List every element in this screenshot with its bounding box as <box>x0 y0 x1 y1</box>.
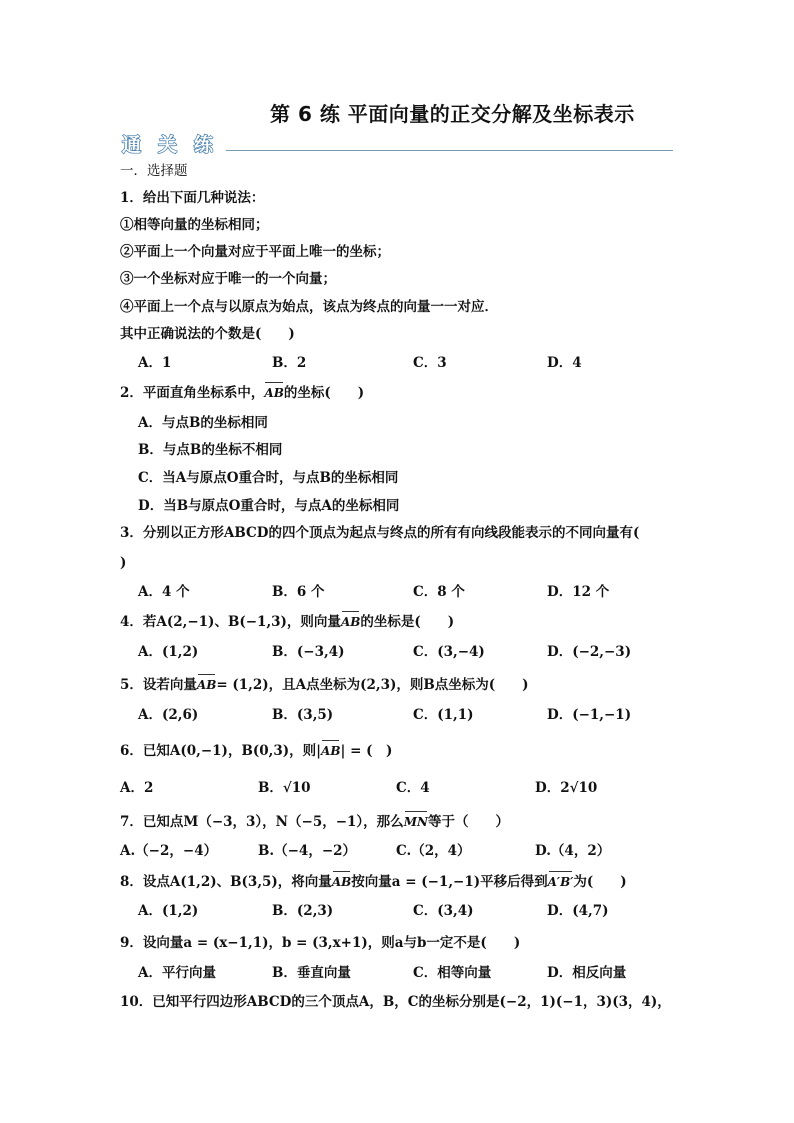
badge-logo <box>120 128 232 158</box>
q2-opt-b: B．与点B的坐标不相同 <box>138 442 283 458</box>
q7-opt-d: D.（4，2） <box>535 843 611 859</box>
q7-opt-b: B.（−4，−2） <box>258 843 357 859</box>
q6-opt-c: C．4 <box>396 780 430 796</box>
q2-opt-d: D．当B与原点O重合时，与点A的坐标相同 <box>138 498 400 514</box>
q7-stem: 7．已知点M（−3，3），N（−5，−1），那么MN等于（ ） <box>120 814 509 830</box>
q5-opt-c: C．(1,1) <box>413 707 474 723</box>
q3-opt-c: C．8 个 <box>413 584 465 600</box>
q1-s1: ①相等向量的坐标相同； <box>120 217 269 233</box>
q1-s4: ④平面上一个点与以原点为始点，该点为终点的向量一一对应． <box>120 299 498 315</box>
q3-opt-a: A．4 个 <box>138 584 190 600</box>
vector-a-prime-b-prime: A′B′ <box>547 875 574 889</box>
vector-ab: AB <box>321 744 341 758</box>
q9-opt-c: C．相等向量 <box>413 965 492 981</box>
q1-ask: 其中正确说法的个数是( ) <box>120 326 295 342</box>
vector-mn: MN <box>403 815 428 829</box>
section-heading: 一．选择题 <box>120 163 188 179</box>
badge-char-2: 关 <box>158 134 178 156</box>
q3-opt-b: B．6 个 <box>272 584 325 600</box>
q3-opt-d: D．12 个 <box>547 584 610 600</box>
q1-opt-d: D．4 <box>547 355 582 371</box>
vector-ab: AB <box>264 386 284 400</box>
page-title: 第 6 练 平面向量的正交分解及坐标表示 <box>270 102 635 126</box>
vector-ab: AB <box>196 678 217 692</box>
q4-stem: 4．若A(2,−1)、B(−1,3)，则向量AB的坐标是( ) <box>120 614 455 630</box>
q10-stem: 10．已知平行四边形ABCD的三个顶点A，B，C的坐标分别是(−2，1)(−1，3)(3，4)， <box>120 994 671 1010</box>
q2-stem: 2．平面直角坐标系中，AB的坐标( ) <box>120 385 365 401</box>
q3-stem-cont: ) <box>120 555 127 571</box>
vector-ab: AB <box>340 615 361 629</box>
q4-opt-b: B．(−3,4) <box>272 644 345 660</box>
q9-opt-d: D．相反向量 <box>547 965 627 981</box>
q6-opt-a: A．2 <box>120 780 154 796</box>
q8-opt-c: C．(3,4) <box>413 903 474 919</box>
q8-stem: 8．设点A(1,2)、B(3,5)，将向量AB按向量a = (−1,−1)平移后得到A′B′为( ) <box>120 874 627 890</box>
q1-s2: ②平面上一个向量对应于平面上唯一的坐标； <box>120 244 390 260</box>
q7-opt-a: A.（−2，−4） <box>120 843 218 859</box>
q1-opt-b: B．2 <box>272 355 307 371</box>
badge-char-3: 练 <box>194 134 214 156</box>
q6-stem: 6．已知A(0,−1)，B(0,3)，则|AB| = ( ) <box>120 743 393 759</box>
q9-opt-b: B．垂直向量 <box>272 965 351 981</box>
q9-opt-a: A．平行向量 <box>138 965 216 981</box>
q5-opt-a: A．(2,6) <box>138 707 199 723</box>
q5-opt-d: D．(−1,−1) <box>547 707 632 723</box>
q8-opt-d: D．(4,7) <box>547 903 609 919</box>
vector-ab: AB <box>331 875 352 889</box>
q4-opt-d: D．(−2,−3) <box>547 644 632 660</box>
q2-opt-a: A．与点B的坐标相同 <box>138 415 268 431</box>
q9-stem: 9．设向量a = (x−1,1)，b = (3,x+1)，则a与b一定不是( ) <box>120 935 521 951</box>
q2-opt-c: C．当A与原点O重合时，与点B的坐标相同 <box>138 470 399 486</box>
header-rule <box>226 150 673 151</box>
q7-opt-c: C.（2，4） <box>396 843 471 859</box>
q8-opt-b: B．(2,3) <box>272 903 334 919</box>
q8-opt-a: A．(1,2) <box>138 903 199 919</box>
badge-char-1: 通 <box>122 134 142 156</box>
q1-opt-a: A．1 <box>138 355 172 371</box>
q3-stem: 3．分别以正方形ABCD的四个顶点为起点与终点的所有有向线段能表示的不同向量有( <box>120 525 640 541</box>
q1-stem: 1．给出下面几种说法： <box>120 190 265 206</box>
q4-opt-c: C．(3,−4) <box>413 644 485 660</box>
q6-opt-b: B．√10 <box>258 780 311 796</box>
q5-opt-b: B．(3,5) <box>272 707 334 723</box>
q5-stem: 5．设若向量AB= (1,2)，且A点坐标为(2,3)，则B点坐标为( ) <box>120 677 529 693</box>
q1-s3: ③一个坐标对应于唯一的一个向量； <box>120 271 336 287</box>
q6-opt-d: D．2√10 <box>535 780 598 796</box>
q4-opt-a: A．(1,2) <box>138 644 199 660</box>
q1-opt-c: C．3 <box>413 355 447 371</box>
